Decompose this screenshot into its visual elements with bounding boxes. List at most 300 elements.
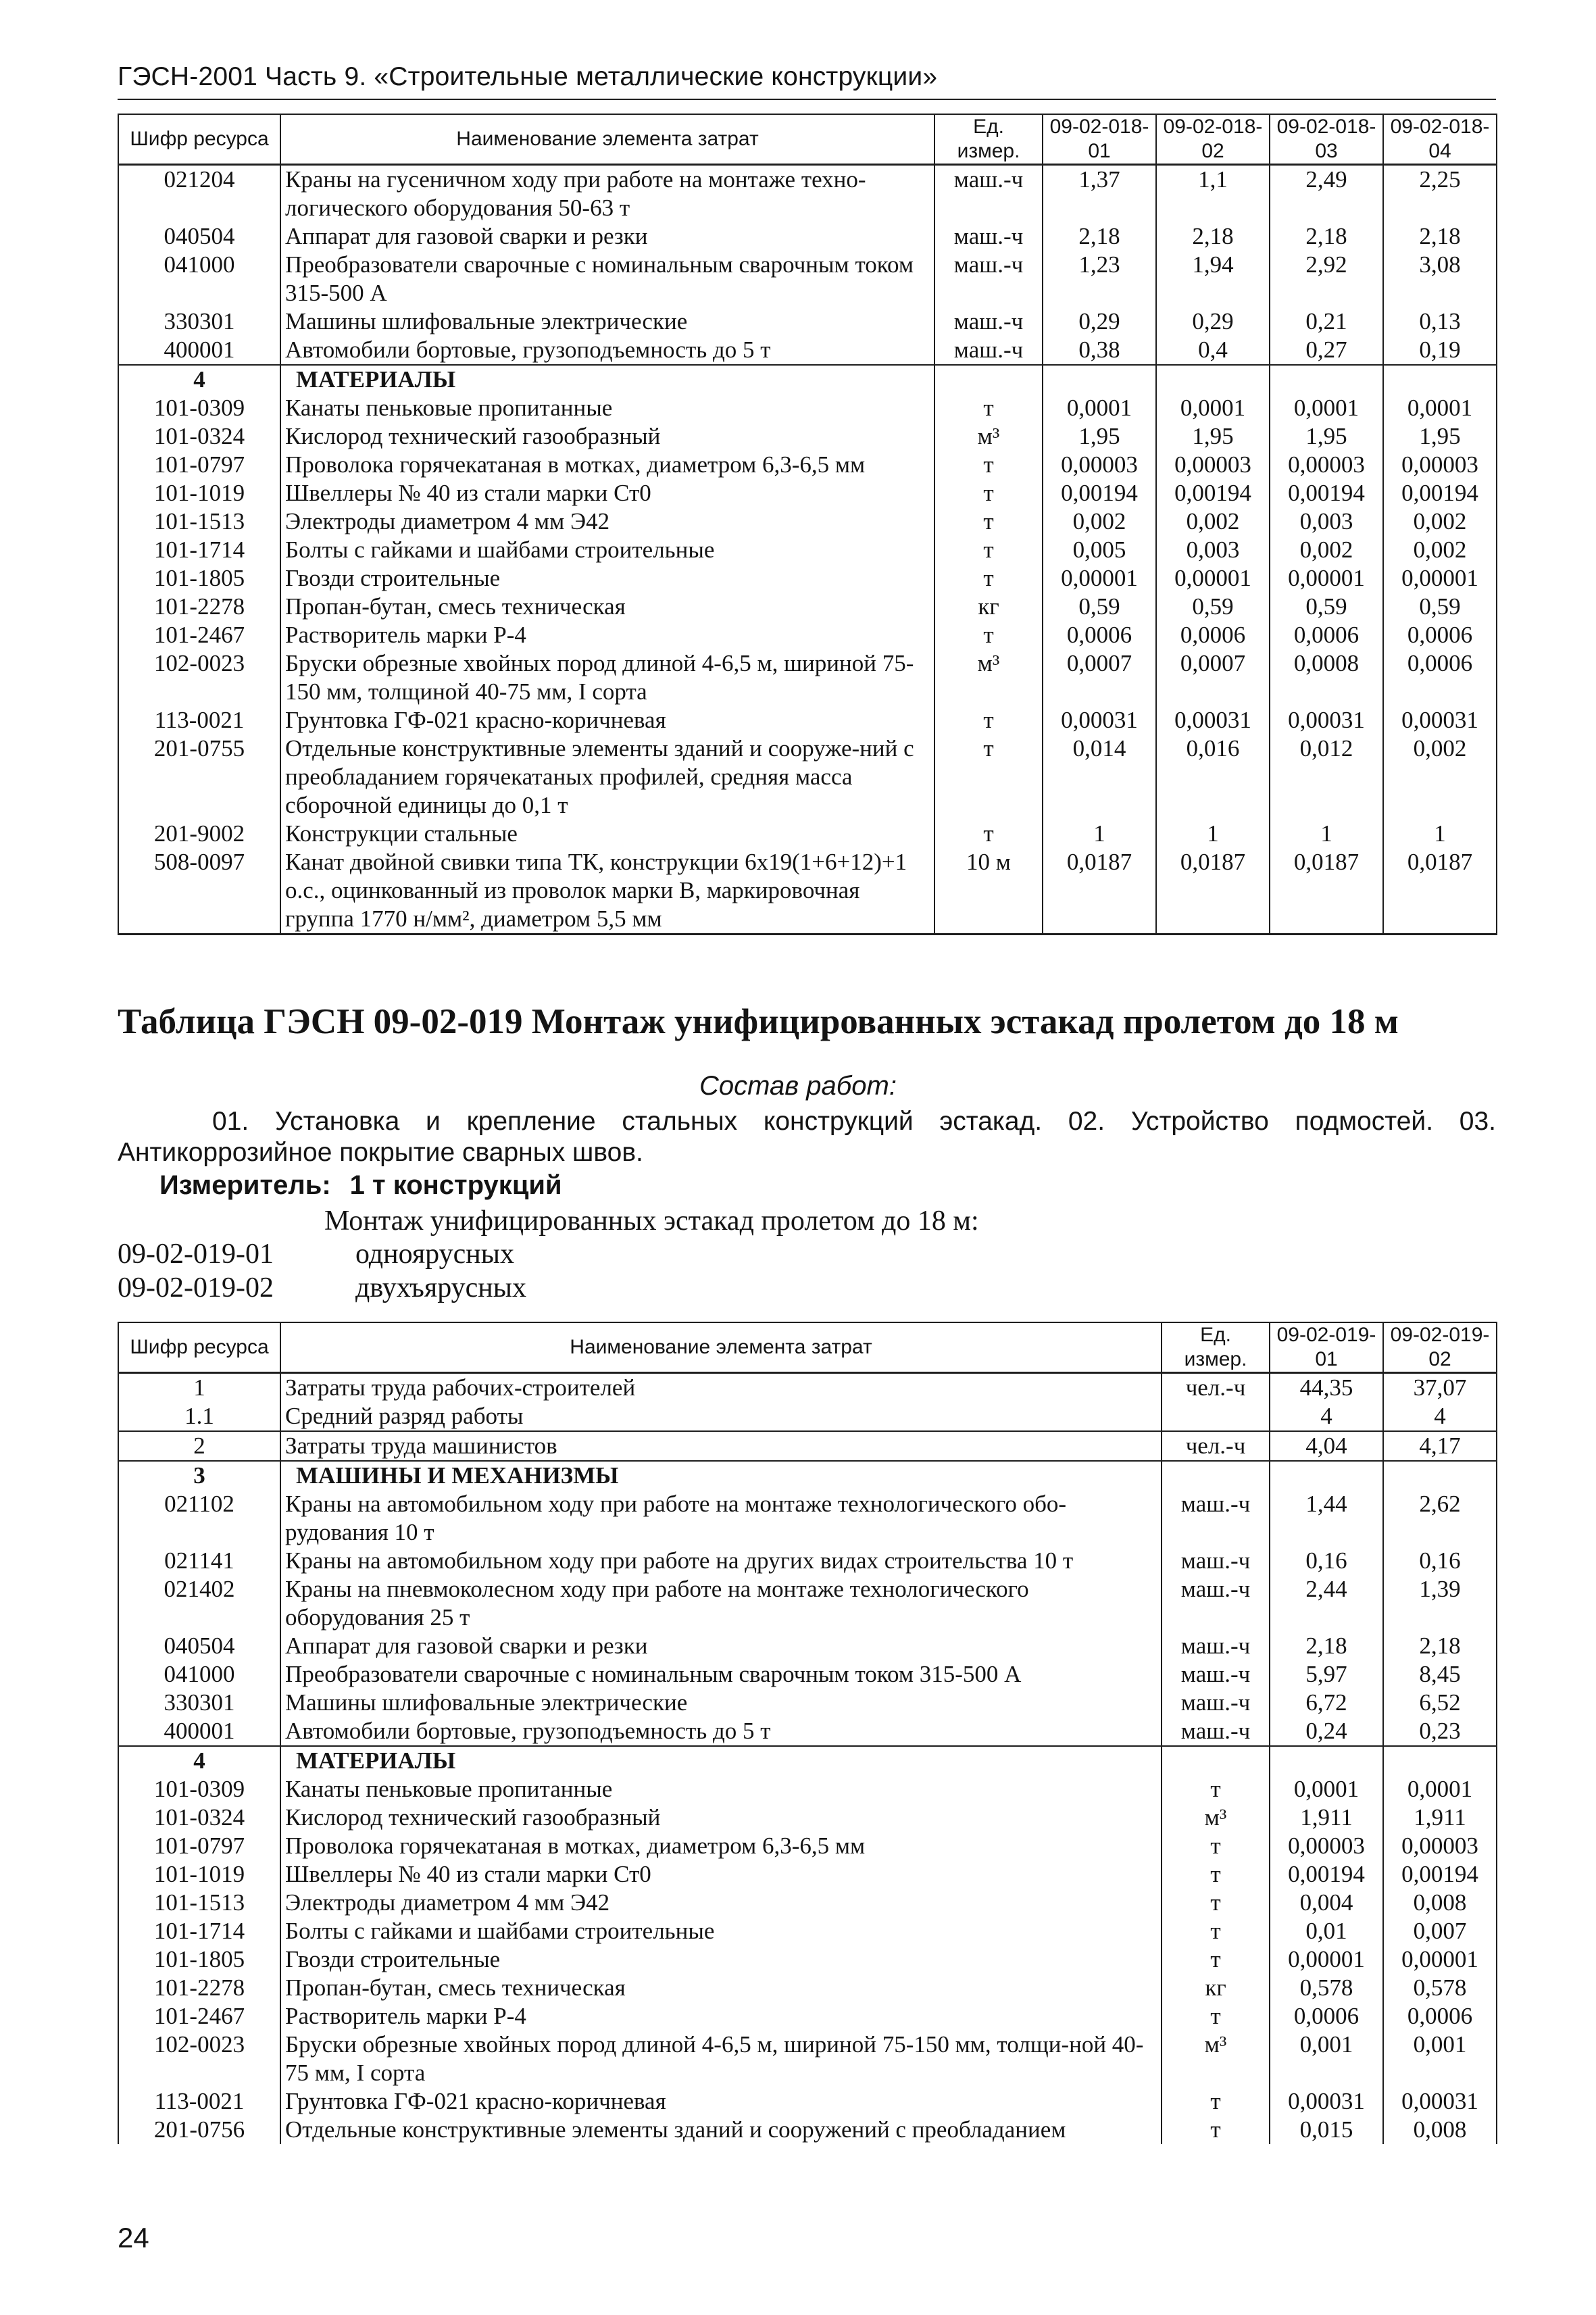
table-row <box>118 422 1497 451</box>
resource-code: 101-1019 <box>118 1860 280 1889</box>
unit: маш.-ч <box>1162 1632 1270 1660</box>
norm-value: 0,00031 <box>1383 706 1497 735</box>
col-header-variant: 09-02-018-04 <box>1383 114 1497 165</box>
norm-value: 0,0187 <box>1156 848 1270 935</box>
unit: маш.-ч <box>1162 1689 1270 1717</box>
norm-value: 44,35 <box>1270 1373 1383 1403</box>
norm-value: 0,0006 <box>1270 621 1383 649</box>
resource-code: 101-2467 <box>118 621 280 649</box>
norm-value: 8,45 <box>1383 1660 1497 1689</box>
norm-value: 2,49 <box>1270 165 1383 223</box>
resource-name: Бруски обрезные хвойных пород длиной 4-6,5 м, шириной 75-150 мм, толщи-ной 40-75 мм, I сорта <box>280 2031 1162 2087</box>
norm-value: 0,00003 <box>1383 451 1497 479</box>
variant-label: двухъярусных <box>355 1272 526 1303</box>
table-row <box>118 564 1497 593</box>
col-header-variant: 09-02-018-02 <box>1156 114 1270 165</box>
norm-value: 0,00194 <box>1043 479 1156 507</box>
table-row <box>118 536 1497 564</box>
running-header: ГЭСН-2001 Часть 9. «Строительные металлические конструкции» <box>118 62 938 91</box>
table-row <box>118 1575 1497 1632</box>
resource-code: 101-1019 <box>118 479 280 507</box>
resource-code: 4 <box>118 365 280 394</box>
norm-value: 0,003 <box>1270 507 1383 536</box>
resource-code: 021402 <box>118 1575 280 1632</box>
table1-body <box>118 165 1497 935</box>
norm-value: 0,014 <box>1043 735 1156 820</box>
norm-value: 0,0001 <box>1270 1775 1383 1803</box>
resource-code: 101-1513 <box>118 507 280 536</box>
norm-value: 1,95 <box>1270 422 1383 451</box>
norm-value: 0,29 <box>1156 307 1270 336</box>
norm-value: 0,0006 <box>1383 649 1497 706</box>
resource-code: 330301 <box>118 1689 280 1717</box>
norm-value <box>1383 1461 1497 1490</box>
resource-code: 508-0097 <box>118 848 280 935</box>
variant-label: одноярусных <box>355 1239 514 1270</box>
unit: маш.-ч <box>1162 1547 1270 1575</box>
table-row <box>118 2031 1497 2087</box>
norm-value: 0,002 <box>1270 536 1383 564</box>
norm-value: 3,08 <box>1383 251 1497 307</box>
col-header-variant: 09-02-018-03 <box>1270 114 1383 165</box>
unit: т <box>934 564 1043 593</box>
unit <box>1162 1746 1270 1775</box>
norm-value: 0,003 <box>1156 536 1270 564</box>
norm-value: 1,1 <box>1156 165 1270 223</box>
resource-code: 040504 <box>118 1632 280 1660</box>
unit: чел.-ч <box>1162 1373 1270 1403</box>
norm-value: 0,00031 <box>1156 706 1270 735</box>
table-row <box>118 1547 1497 1575</box>
resource-table-09-02-019 <box>118 1322 1497 2144</box>
norm-value: 0,00031 <box>1043 706 1156 735</box>
norm-value: 2,44 <box>1270 1575 1383 1632</box>
norm-value: 2,92 <box>1270 251 1383 307</box>
section-row <box>118 1461 1497 1490</box>
table-row <box>118 706 1497 735</box>
norm-value: 0,004 <box>1270 1889 1383 1917</box>
table-row <box>118 307 1497 336</box>
norm-value: 0,007 <box>1383 1917 1497 1945</box>
norm-value <box>1043 365 1156 394</box>
norm-value: 0,012 <box>1270 735 1383 820</box>
norm-value: 0,0006 <box>1156 621 1270 649</box>
norm-value <box>1383 1746 1497 1775</box>
resource-name: Пропан-бутан, смесь техническая <box>280 593 934 621</box>
table-row <box>118 1717 1497 1746</box>
unit: т <box>934 479 1043 507</box>
unit: маш.-ч <box>1162 1490 1270 1547</box>
resource-name: Затраты труда машинистов <box>280 1431 1162 1461</box>
resource-name: Кислород технический газообразный <box>280 1803 1162 1832</box>
unit: 10 м <box>934 848 1043 935</box>
unit: т <box>1162 2002 1270 2031</box>
resource-code: 1 <box>118 1373 280 1403</box>
resource-name: Конструкции стальные <box>280 820 934 848</box>
col-header-name: Наименование элемента затрат <box>280 114 934 165</box>
norm-value: 0,008 <box>1383 2116 1497 2144</box>
measure-line <box>159 1170 562 1201</box>
resource-name: Проволока горячекатаная в мотках, диаметром 6,3-6,5 мм <box>280 451 934 479</box>
norm-value: 0,24 <box>1270 1717 1383 1746</box>
table-row <box>118 848 1497 935</box>
resource-code: 400001 <box>118 336 280 365</box>
norm-value: 6,52 <box>1383 1689 1497 1717</box>
resource-name: Канаты пеньковые пропитанные <box>280 1775 1162 1803</box>
resource-name: Преобразователи сварочные с номинальным сварочным током 315-500 А <box>280 251 934 307</box>
resource-code: 102-0023 <box>118 649 280 706</box>
norm-value: 0,001 <box>1270 2031 1383 2087</box>
table-row <box>118 1860 1497 1889</box>
resource-code: 113-0021 <box>118 706 280 735</box>
unit: чел.-ч <box>1162 1431 1270 1461</box>
resource-code: 201-0755 <box>118 735 280 820</box>
resource-name: Швеллеры № 40 из стали марки Ст0 <box>280 1860 1162 1889</box>
resource-name: Растворитель марки Р-4 <box>280 621 934 649</box>
resource-code: 101-1714 <box>118 1917 280 1945</box>
resource-code: 101-0797 <box>118 451 280 479</box>
resource-code: 2 <box>118 1431 280 1461</box>
norm-value: 1,911 <box>1383 1803 1497 1832</box>
table-row <box>118 1402 1497 1431</box>
resource-name: Канат двойной свивки типа ТК, конструкции 6х19(1+6+12)+1 о.с., оцинкованный из проволок марки В, маркировочная группа 1770 н/мм², диаметром 5,5 мм <box>280 848 934 935</box>
table-row <box>118 649 1497 706</box>
resource-name: Пропан-бутан, смесь техническая <box>280 1974 1162 2002</box>
norm-value: 1,37 <box>1043 165 1156 223</box>
resource-name: Канаты пеньковые пропитанные <box>280 394 934 422</box>
resource-name: Аппарат для газовой сварки и резки <box>280 222 934 251</box>
norm-value: 1,95 <box>1043 422 1156 451</box>
resource-code: 201-9002 <box>118 820 280 848</box>
resource-code: 101-0309 <box>118 394 280 422</box>
table-row <box>118 1490 1497 1547</box>
norm-value: 0,00003 <box>1270 451 1383 479</box>
unit: кг <box>934 593 1043 621</box>
unit: т <box>1162 2116 1270 2144</box>
resource-code: 101-1805 <box>118 564 280 593</box>
unit: т <box>934 706 1043 735</box>
table-row <box>118 593 1497 621</box>
resource-name: Отдельные конструктивные элементы зданий и сооружений с преобладанием <box>280 2116 1162 2144</box>
resource-name: Автомобили бортовые, грузоподъемность до 5 т <box>280 1717 1162 1746</box>
norm-value: 2,18 <box>1270 1632 1383 1660</box>
norm-value: 0,00194 <box>1156 479 1270 507</box>
norm-value: 0,578 <box>1270 1974 1383 2002</box>
norm-value: 0,13 <box>1383 307 1497 336</box>
norm-value: 0,59 <box>1270 593 1383 621</box>
table-row <box>118 165 1497 223</box>
col-header-variant: 09-02-019-02 <box>1383 1322 1497 1373</box>
norm-value: 1,94 <box>1156 251 1270 307</box>
norm-value <box>1270 365 1383 394</box>
resource-code: 102-0023 <box>118 2031 280 2087</box>
composition-text: 01. Установка и крепление стальных конструкций эстакад. 02. Устройство подмостей. 03. Антикоррозийное покрытие сварных швов. <box>118 1107 1496 1167</box>
unit: маш.-ч <box>934 222 1043 251</box>
resource-name: Отдельные конструктивные элементы зданий и сооруже-ний с преобладанием горячекатаных профилей, средняя масса сборочной единицы до 0,1 т <box>280 735 934 820</box>
norm-value: 1,95 <box>1383 422 1497 451</box>
page-number: 24 <box>118 2222 149 2254</box>
table-row <box>118 1632 1497 1660</box>
norm-value: 0,19 <box>1383 336 1497 365</box>
norm-value: 0,4 <box>1156 336 1270 365</box>
unit <box>934 365 1043 394</box>
norm-value: 1 <box>1156 820 1270 848</box>
norm-value: 1 <box>1383 820 1497 848</box>
norm-value: 0,578 <box>1383 1974 1497 2002</box>
table-row <box>118 222 1497 251</box>
norm-value: 0,59 <box>1156 593 1270 621</box>
norm-value: 1,39 <box>1383 1575 1497 1632</box>
unit: т <box>1162 1945 1270 1974</box>
norm-value: 0,0008 <box>1270 649 1383 706</box>
norm-value: 2,18 <box>1270 222 1383 251</box>
norm-value <box>1383 365 1497 394</box>
norm-value: 0,00001 <box>1270 1945 1383 1974</box>
norm-value: 0,00001 <box>1383 1945 1497 1974</box>
table-title: Таблица ГЭСН 09-02-019 Монтаж унифицированных эстакад пролетом до 18 м <box>118 1002 1399 1041</box>
resource-name: Автомобили бортовые, грузоподъемность до 5 т <box>280 336 934 365</box>
norm-value: 6,72 <box>1270 1689 1383 1717</box>
resource-name: Краны на гусеничном ходу при работе на монтаже техно-логического оборудования 50-63 т <box>280 165 934 223</box>
norm-value: 0,00031 <box>1270 706 1383 735</box>
norm-value: 0,002 <box>1383 536 1497 564</box>
norm-value: 4 <box>1383 1402 1497 1431</box>
table-row <box>118 1689 1497 1717</box>
norm-value: 0,00031 <box>1383 2087 1497 2116</box>
unit: маш.-ч <box>934 336 1043 365</box>
resource-code: 101-1805 <box>118 1945 280 1974</box>
unit: м³ <box>1162 2031 1270 2087</box>
norm-value: 0,00194 <box>1383 479 1497 507</box>
norm-value: 0,23 <box>1383 1717 1497 1746</box>
norm-value: 0,00001 <box>1270 564 1383 593</box>
norm-value: 1,23 <box>1043 251 1156 307</box>
resource-name: Растворитель марки Р-4 <box>280 2002 1162 2031</box>
table-row <box>118 1660 1497 1689</box>
norm-value: 4,04 <box>1270 1431 1383 1461</box>
unit: м³ <box>934 422 1043 451</box>
table-row <box>118 1373 1497 1403</box>
resource-name: Электроды диаметром 4 мм Э42 <box>280 1889 1162 1917</box>
resource-code: 040504 <box>118 222 280 251</box>
norm-value: 0,00001 <box>1383 564 1497 593</box>
resource-code: 1.1 <box>118 1402 280 1431</box>
norm-value: 2,18 <box>1156 222 1270 251</box>
norm-value: 0,27 <box>1270 336 1383 365</box>
norm-value: 0,00003 <box>1043 451 1156 479</box>
norm-value: 0,001 <box>1383 2031 1497 2087</box>
resource-name: Электроды диаметром 4 мм Э42 <box>280 507 934 536</box>
table2-body <box>118 1373 1497 2145</box>
norm-value: 0,59 <box>1383 593 1497 621</box>
unit: маш.-ч <box>934 165 1043 223</box>
norm-value: 0,0001 <box>1156 394 1270 422</box>
norm-value: 0,00003 <box>1383 1832 1497 1860</box>
resource-name: Бруски обрезные хвойных пород длиной 4-6,5 м, шириной 75-150 мм, толщиной 40-75 мм, I сорта <box>280 649 934 706</box>
resource-code: 101-2467 <box>118 2002 280 2031</box>
variant-code: 09-02-019-01 <box>118 1239 274 1270</box>
unit: т <box>1162 1775 1270 1803</box>
norm-value: 0,0006 <box>1383 621 1497 649</box>
unit: т <box>934 621 1043 649</box>
norm-value: 0,00031 <box>1270 2087 1383 2116</box>
norm-value: 1 <box>1270 820 1383 848</box>
resource-name: Краны на автомобильном ходу при работе на монтаже технологического обо-рудования 10 т <box>280 1490 1162 1547</box>
resource-name: Аппарат для газовой сварки и резки <box>280 1632 1162 1660</box>
norm-value: 0,00003 <box>1156 451 1270 479</box>
norm-value: 0,59 <box>1043 593 1156 621</box>
table-header-row <box>118 1322 1497 1373</box>
norm-value: 0,16 <box>1383 1547 1497 1575</box>
resource-table-09-02-018 <box>118 114 1497 935</box>
resource-name: Средний разряд работы <box>280 1402 1162 1431</box>
table-row <box>118 1431 1497 1461</box>
table-row <box>118 1974 1497 2002</box>
resource-name: Болты с гайками и шайбами строительные <box>280 1917 1162 1945</box>
norm-value: 0,0007 <box>1043 649 1156 706</box>
resource-name: Машины шлифовальные электрические <box>280 1689 1162 1717</box>
norm-value: 2,18 <box>1383 1632 1497 1660</box>
table-row <box>118 479 1497 507</box>
unit <box>1162 1461 1270 1490</box>
resource-code: 101-2278 <box>118 1974 280 2002</box>
norm-value: 0,0001 <box>1270 394 1383 422</box>
resource-code: 113-0021 <box>118 2087 280 2116</box>
norm-value <box>1270 1746 1383 1775</box>
resource-name: Кислород технический газообразный <box>280 422 934 451</box>
table-row <box>118 1945 1497 1974</box>
section-title: МАТЕРИАЛЫ <box>280 1746 1162 1775</box>
resource-code: 041000 <box>118 251 280 307</box>
resource-code: 021204 <box>118 165 280 223</box>
resource-code: 101-0309 <box>118 1775 280 1803</box>
norm-value: 2,25 <box>1383 165 1497 223</box>
resource-name: Проволока горячекатаная в мотках, диаметром 6,3-6,5 мм <box>280 1832 1162 1860</box>
col-header-code: Шифр ресурса <box>118 1322 280 1373</box>
unit: т <box>934 451 1043 479</box>
resource-name: Краны на автомобильном ходу при работе на других видах строительства 10 т <box>280 1547 1162 1575</box>
resource-code: 4 <box>118 1746 280 1775</box>
norm-value: 0,00194 <box>1270 1860 1383 1889</box>
col-header-name: Наименование элемента затрат <box>280 1322 1162 1373</box>
table-row <box>118 735 1497 820</box>
norm-value: 0,008 <box>1383 1889 1497 1917</box>
col-header-code: Шифр ресурса <box>118 114 280 165</box>
section-row <box>118 365 1497 394</box>
norm-value: 0,0187 <box>1270 848 1383 935</box>
table-row <box>118 336 1497 365</box>
composition-heading: Состав работ: <box>699 1071 897 1101</box>
col-header-variant: 09-02-018-01 <box>1043 114 1156 165</box>
resource-name: Затраты труда рабочих-строителей <box>280 1373 1162 1403</box>
norm-value: 0,002 <box>1383 735 1497 820</box>
unit: т <box>934 507 1043 536</box>
norm-value: 0,16 <box>1270 1547 1383 1575</box>
norm-value: 1,44 <box>1270 1490 1383 1547</box>
measure-value: 1 т конструкций <box>349 1170 562 1200</box>
resource-name: Швеллеры № 40 из стали марки Ст0 <box>280 479 934 507</box>
col-header-unit: Ед. измер. <box>1162 1322 1270 1373</box>
norm-value: 0,002 <box>1043 507 1156 536</box>
unit: т <box>934 536 1043 564</box>
table-row <box>118 1917 1497 1945</box>
norm-value: 0,005 <box>1043 536 1156 564</box>
resource-code: 101-1714 <box>118 536 280 564</box>
unit: м³ <box>934 649 1043 706</box>
norm-value: 0,00001 <box>1156 564 1270 593</box>
resource-code: 101-1513 <box>118 1889 280 1917</box>
unit: маш.-ч <box>934 251 1043 307</box>
unit: т <box>934 735 1043 820</box>
table-row <box>118 1832 1497 1860</box>
unit: маш.-ч <box>1162 1575 1270 1632</box>
unit <box>1162 1402 1270 1431</box>
norm-value: 0,0006 <box>1043 621 1156 649</box>
norm-value: 37,07 <box>1383 1373 1497 1403</box>
resource-code: 201-0756 <box>118 2116 280 2144</box>
norm-value: 0,29 <box>1043 307 1156 336</box>
norm-value: 0,0001 <box>1383 394 1497 422</box>
norm-value <box>1156 365 1270 394</box>
table-row <box>118 2116 1497 2144</box>
norm-value: 0,0006 <box>1270 2002 1383 2031</box>
measure-label: Измеритель: <box>159 1170 331 1200</box>
variant-code: 09-02-019-02 <box>118 1272 274 1303</box>
resource-code: 3 <box>118 1461 280 1490</box>
resource-name: Грунтовка ГФ-021 красно-коричневая <box>280 2087 1162 2116</box>
resource-code: 021102 <box>118 1490 280 1547</box>
variants-subheading: Монтаж унифицированных эстакад пролетом до 18 м: <box>324 1205 979 1237</box>
table-row <box>118 251 1497 307</box>
resource-name: Преобразователи сварочные с номинальным сварочным током 315-500 А <box>280 1660 1162 1689</box>
norm-value: 0,00194 <box>1383 1860 1497 1889</box>
resource-code: 330301 <box>118 307 280 336</box>
section-row <box>118 1746 1497 1775</box>
norm-value: 0,21 <box>1270 307 1383 336</box>
norm-value <box>1270 1461 1383 1490</box>
table-row <box>118 1889 1497 1917</box>
norm-value: 0,0006 <box>1383 2002 1497 2031</box>
unit: т <box>1162 1860 1270 1889</box>
resource-name: Болты с гайками и шайбами строительные <box>280 536 934 564</box>
norm-value: 0,015 <box>1270 2116 1383 2144</box>
norm-value: 0,01 <box>1270 1917 1383 1945</box>
norm-value: 0,0187 <box>1383 848 1497 935</box>
norm-value: 5,97 <box>1270 1660 1383 1689</box>
norm-value: 1,95 <box>1156 422 1270 451</box>
table-row <box>118 2087 1497 2116</box>
col-header-variant: 09-02-019-01 <box>1270 1322 1383 1373</box>
norm-value: 0,0187 <box>1043 848 1156 935</box>
unit: т <box>1162 1832 1270 1860</box>
resource-code: 021141 <box>118 1547 280 1575</box>
resource-name: Грунтовка ГФ-021 красно-коричневая <box>280 706 934 735</box>
table-row <box>118 394 1497 422</box>
variant-line <box>118 1272 526 1304</box>
resource-code: 101-0324 <box>118 422 280 451</box>
resource-code: 041000 <box>118 1660 280 1689</box>
norm-value: 2,18 <box>1383 222 1497 251</box>
section-title: МАТЕРИАЛЫ <box>280 365 934 394</box>
resource-code: 101-2278 <box>118 593 280 621</box>
resource-code: 101-0324 <box>118 1803 280 1832</box>
variant-line <box>118 1238 514 1270</box>
resource-name: Гвозди строительные <box>280 564 934 593</box>
unit: т <box>1162 2087 1270 2116</box>
norm-value: 0,0007 <box>1156 649 1270 706</box>
unit: маш.-ч <box>934 307 1043 336</box>
norm-value: 0,016 <box>1156 735 1270 820</box>
